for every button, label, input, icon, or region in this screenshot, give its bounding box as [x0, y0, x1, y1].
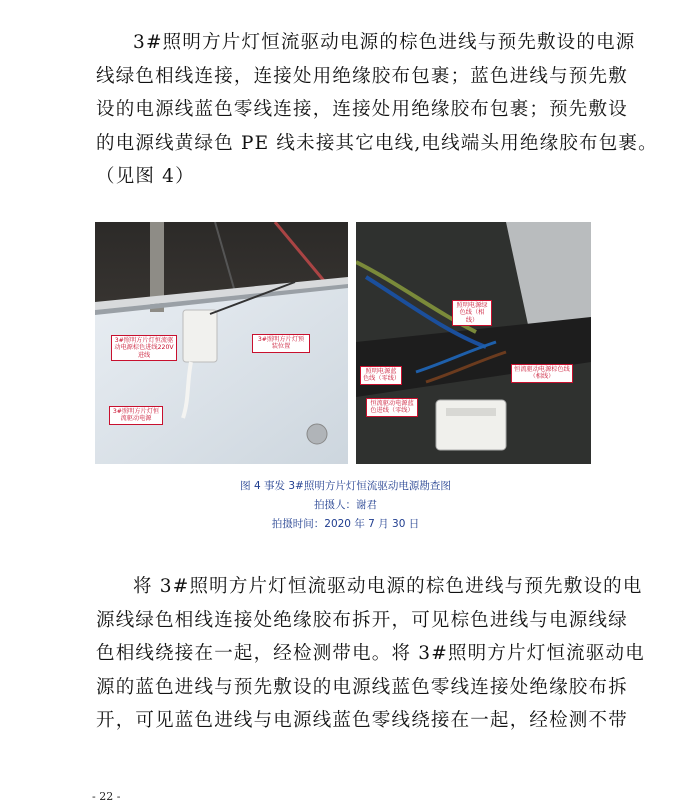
body-paragraph-1 — [96, 26, 658, 194]
body-paragraph-2 — [96, 570, 645, 738]
page-number: - 22 - — [92, 790, 121, 803]
photo-wire-connection-closeup — [356, 222, 591, 464]
callout-blue-neutral-wire: 照明电源蓝色线（零线） — [360, 366, 402, 385]
callout-brown-input-wire: 3#照明方片灯恒流驱动电源棕色进线220V进线 — [111, 335, 177, 361]
text-line: （见图 4） — [96, 166, 195, 187]
text-line: 3#照明方片灯恒流驱动电源的棕色进线与预先敷设的电源 — [133, 32, 636, 53]
callout-green-phase-wire: 照明电源绿色线（相线） — [452, 300, 492, 326]
callout-driver-power: 3#照明方片灯恒流驱动电源 — [109, 406, 163, 425]
photo-right-illustration — [356, 222, 591, 464]
text-line: 设的电源线蓝色零线连接，连接处用绝缘胶布包裹；预先敷设 — [96, 99, 628, 120]
figure-caption-photographer: 拍摄人：谢君 — [314, 499, 377, 511]
figure-caption-title: 图 4 事发 3#照明方片灯恒流驱动电源勘查图 — [240, 480, 451, 492]
text-line: 开，可见蓝色进线与电源线蓝色零线绕接在一起，经检测不带 — [96, 710, 628, 731]
callout-driver-brown-wire: 恒流驱动电源棕色线（相线） — [511, 364, 573, 383]
figure-caption-time: 拍摄时间：2020 年 7 月 30 日 — [271, 518, 420, 530]
text-line: 线绿色相线连接，连接处用绝缘胶布包裹；蓝色进线与预先敷 — [96, 65, 628, 87]
text-line: 色相线绕接在一起，经检测带电。将 3#照明方片灯恒流驱动电 — [96, 643, 645, 664]
text-line: 源的蓝色进线与预先敷设的电源线蓝色零线连接处绝缘胶布拆 — [96, 676, 628, 698]
callout-driver-blue-wire: 恒流驱动电源蓝色进线（零线） — [366, 398, 418, 417]
callout-preinstall-position: 3#照明方片灯预装位置 — [252, 334, 310, 353]
photo-ceiling-light-installation — [95, 222, 348, 464]
text-line: 源线绿色相线连接处绝缘胶布拆开，可见棕色进线与电源线绿 — [96, 609, 628, 631]
text-line: 的电源线黄绿色 PE 线未接其它电线,电线端头用绝缘胶布包裹。 — [96, 132, 658, 154]
text-line: 将 3#照明方片灯恒流驱动电源的棕色进线与预先敷设的电 — [133, 576, 643, 597]
